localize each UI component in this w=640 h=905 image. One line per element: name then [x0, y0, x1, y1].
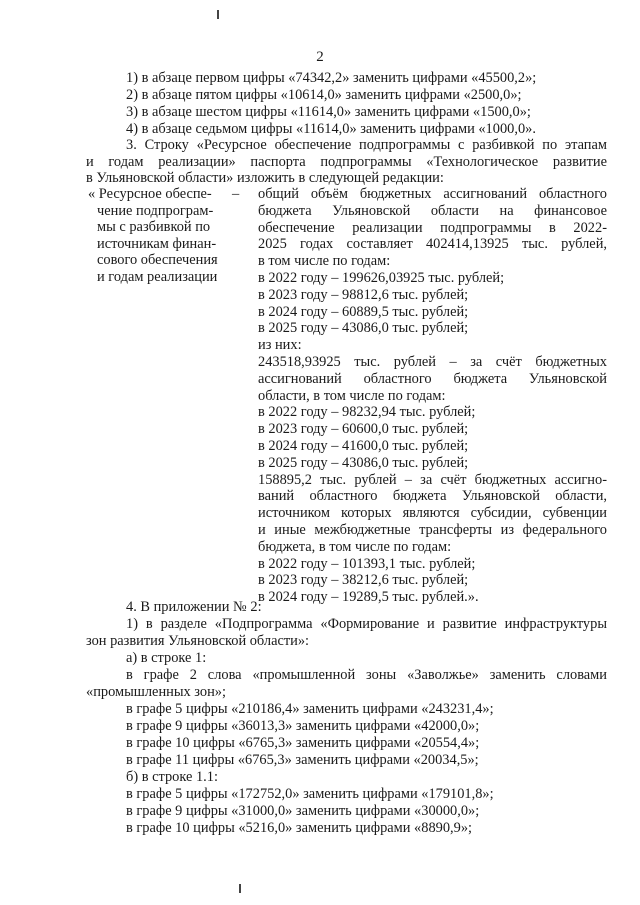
table-right-line: в том числе по годам:	[258, 253, 391, 270]
table-right-line: в 2023 году – 60600,0 тыс. рублей;	[258, 421, 469, 438]
table-right-line: источником которых являются субсидии, субвенции	[258, 505, 607, 522]
para3-line-3: в Ульяновской области» изложить в следующей редакции:	[86, 170, 444, 186]
table-right-line: в 2025 году – 43086,0 тыс. рублей;	[258, 454, 469, 471]
table-right-line: области, в том числе по годам:	[258, 387, 446, 404]
table-right-line: ассигнований областного бюджета Ульяновской	[258, 370, 607, 387]
table-left-line: источникам финан-	[97, 235, 217, 252]
row1-item-4: в графе 11 цифры «6765,3» заменить цифрами «20034,5»;	[126, 752, 479, 768]
amend-item-1: 1) в абзаце первом цифры «74342,2» заменить цифрами «45500,2»;	[126, 70, 537, 86]
table-left-line: чение подпрограм-	[97, 202, 214, 219]
table-right-line: бюджета Ульяновской области на финансовое	[258, 202, 607, 219]
graf2-line-2: «промышленных зон»;	[86, 684, 226, 700]
table-right-line: в 2024 году – 41600,0 тыс. рублей;	[258, 437, 469, 454]
amend-item-3: 3) в абзаце шестом цифры «11614,0» заменить цифрами «1500,0»;	[126, 104, 531, 120]
row1-item-2: в графе 9 цифры «36013,3» заменить цифрами «42000,0»;	[126, 718, 480, 734]
amend-item-2: 2) в абзаце пятом цифры «10614,0» заменить цифрами «2500,0»;	[126, 87, 522, 103]
table-left-line: мы с разбивкой по	[97, 219, 211, 235]
table-left-line: и годам реализации	[97, 268, 218, 285]
row11-item-3: в графе 10 цифры «5216,0» заменить цифрами «8890,9»;	[126, 820, 473, 836]
table-dash: –	[232, 186, 240, 202]
graf2-line-1: в графе 2 слова «промышленной зоны «Заволжье» заменить словами	[126, 667, 607, 683]
row11-item-1: в графе 5 цифры «172752,0» заменить цифрами «179101,8»;	[126, 786, 494, 802]
table-right-line: в 2022 году – 98232,94 тыс. рублей;	[258, 404, 476, 421]
table-right-line: 158895,2 тыс. рублей – за счёт бюджетных ассигно-	[258, 471, 607, 488]
table-right-line: в 2023 году – 38212,6 тыс. рублей;	[258, 572, 469, 589]
table-right-line: в 2022 году – 199626,03925 тыс. рублей;	[258, 269, 505, 286]
table-right-line: из них:	[258, 337, 302, 354]
table-right-line: ваний областного бюджета Ульяновской области,	[258, 488, 607, 505]
table-right-line: обеспечение реализации подпрограммы в 2022-	[258, 219, 607, 236]
table-left-line: сового обеспечения	[97, 252, 218, 268]
para4-heading: 4. В приложении № 2:	[126, 599, 262, 615]
table-right-line: общий объём бюджетных ассигнований областного	[258, 186, 607, 202]
para3-line-2: и годам реализации» паспорта подпрограммы «Технологическое развитие	[86, 154, 607, 170]
table-right-cell	[258, 186, 607, 606]
table-right-line: в 2024 году – 60889,5 тыс. рублей;	[258, 303, 469, 320]
scan-mark-top	[217, 10, 219, 19]
table-right-line: 243518,93925 тыс. рублей – за счёт бюджетных	[258, 353, 607, 370]
sub-b-heading: б) в строке 1.1:	[126, 769, 218, 785]
sub-a-heading: а) в строке 1:	[126, 650, 207, 666]
row1-item-3: в графе 10 цифры «6765,3» заменить цифрами «20554,4»;	[126, 735, 480, 751]
table-right-line: в 2022 году – 101393,1 тыс. рублей;	[258, 555, 476, 572]
row11-item-2: в графе 9 цифры «31000,0» заменить цифрами «30000,0»;	[126, 803, 480, 819]
sub1-line-2: зон развития Ульяновской области»:	[86, 633, 310, 649]
table-left-line: « Ресурсное обеспе-	[88, 186, 212, 202]
table-right-line: в 2023 году – 98812,6 тыс. рублей;	[258, 286, 469, 303]
page-number: 2	[316, 49, 324, 65]
scan-mark-bottom	[239, 884, 241, 893]
row1-item-1: в графе 5 цифры «210186,4» заменить цифрами «243231,4»;	[126, 701, 494, 717]
para3-line-1: 3. Строку «Ресурсное обеспечение подпрограммы с разбивкой по этапам	[126, 137, 607, 153]
table-right-line: бюджета, в том числе по годам:	[258, 538, 452, 555]
table-right-line: 2025 годах составляет 402414,13925 тыс. рублей,	[258, 236, 607, 253]
table-right-line: в 2024 году – 19289,5 тыс. рублей.».	[258, 589, 479, 606]
sub1-line-1: 1) в разделе «Подпрограмма «Формирование и развитие инфраструктуры	[126, 616, 607, 632]
table-right-line: и иные межбюджетные трансферты из федерального	[258, 521, 607, 538]
amend-item-4: 4) в абзаце седьмом цифры «11614,0» заменить цифрами «1000,0».	[126, 121, 536, 137]
table-right-line: в 2025 году – 43086,0 тыс. рублей;	[258, 320, 469, 337]
